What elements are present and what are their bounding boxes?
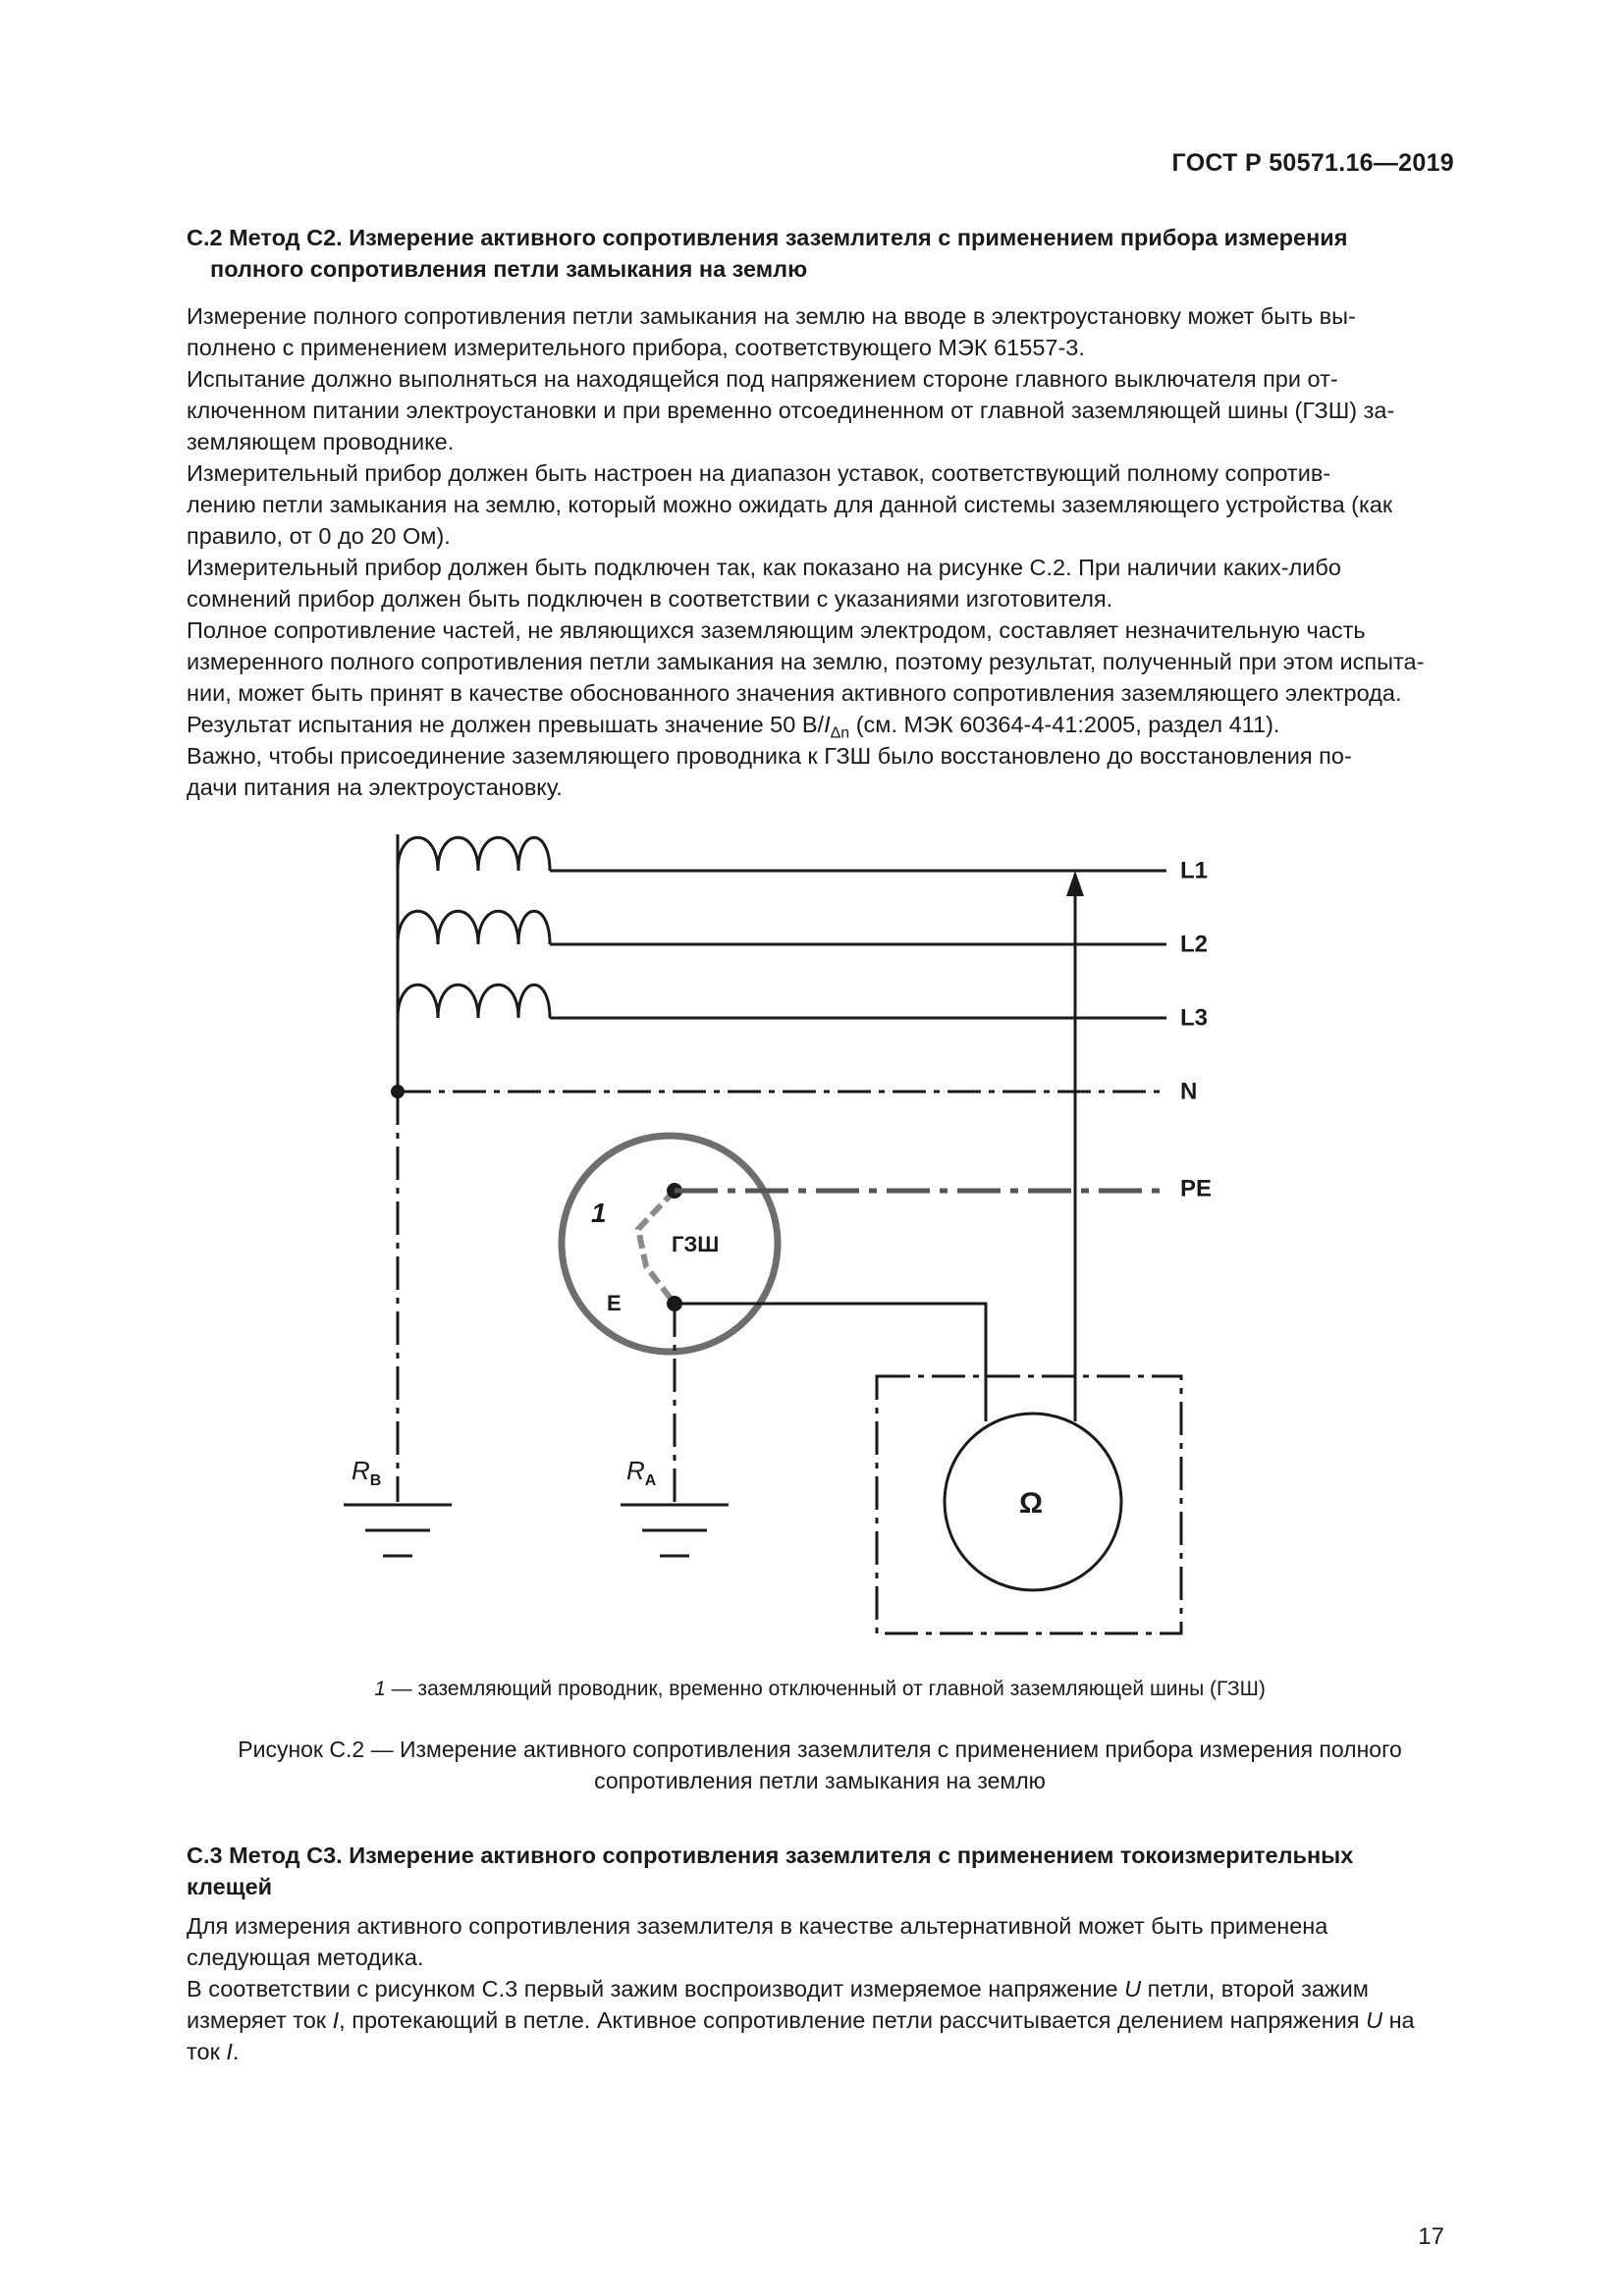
winding-l2 (398, 911, 550, 944)
star-point-node (391, 1085, 405, 1098)
rb-symbol: R (352, 1456, 370, 1485)
text-run: , протекающий в петле. Активное сопротивление петли рассчитывается делением напряжения (339, 2007, 1367, 2033)
text-run: измеряет ток (187, 2007, 333, 2033)
text-run: В соответствии с рисунком С.3 первый зажим воспроизводит измеряемое напряжение (187, 1976, 1125, 2002)
l1-arrow-head (1066, 871, 1084, 896)
paragraph (187, 1910, 1453, 1973)
winding-l3 (398, 985, 550, 1018)
figure-legend (187, 1675, 1453, 1704)
winding-l1 (398, 837, 550, 871)
busbar-ring (562, 1136, 778, 1352)
paragraph-line: ключенном питании электроустановки и при временно отсоединенном от главной заземляющей шины (ГЗШ) за- (187, 398, 1395, 423)
label-rb (352, 1456, 381, 1489)
caption-line: Рисунок С.2 — Измерение активного сопротивления заземлителя с применением прибора измерения полного (238, 1736, 1402, 1762)
ra-symbol: R (626, 1456, 645, 1485)
voltage-symbol: U (1124, 1976, 1142, 2002)
paragraph-line: Измерительный прибор должен быть подключен так, как показано на рисунке С.2. При наличии каких-либо (187, 555, 1341, 580)
voltage-symbol: U (1366, 2007, 1383, 2033)
result-pre: Результат испытания не должен превышать значение 50 В/ (187, 712, 825, 737)
paragraph (187, 1973, 1453, 2067)
result-post: (см. МЭК 60364-4-41:2005, раздел 411). (849, 712, 1280, 737)
e-to-instrument-line (675, 1304, 986, 1421)
paragraph-line: сомнений прибор должен быть подключен в соответствии с указаниями изготовителя. (187, 586, 1113, 612)
label-busbar: ГЗШ (672, 1232, 720, 1256)
label-ohm: Ω (1019, 1487, 1044, 1520)
text-run: ток (187, 2039, 227, 2064)
heading-line: С.3 Метод С3. Измерение активного сопротивления заземлителя с применением токоизмерительных (187, 1842, 1354, 1868)
paragraph-line: Для измерения активного сопротивления заземлителя в качестве альтернативной может быть применена (187, 1913, 1328, 1939)
figure-caption (187, 1734, 1453, 1796)
earth-symbol-rb (344, 1505, 452, 1556)
heading-line: С.2 Метод С2. Измерение активного сопротивления заземлителя с применением прибора измерения (187, 225, 1348, 250)
earth-symbol-ra (621, 1505, 729, 1556)
label-l2: L2 (1180, 931, 1209, 958)
heading-line: клещей (187, 1874, 273, 1899)
legend-number: 1 (374, 1678, 386, 1700)
label-l3: L3 (1180, 1004, 1209, 1032)
text-run: . (232, 2039, 240, 2064)
paragraph-line: Полное сопротивление частей, не являющихся заземляющим электродом, составляет незначительную часть (187, 617, 1366, 643)
text-run: петли, второй зажим (1141, 1976, 1369, 2002)
legend-text: — заземляющий проводник, временно отключенный от главной заземляющей шины (ГЗШ) (385, 1678, 1266, 1700)
earthing-conductor (638, 1191, 675, 1304)
paragraph-line: измеренного полного сопротивления петли замыкания на землю, поэтому результат, полученный при этом испыта- (187, 649, 1425, 674)
label-item-number: 1 (591, 1198, 607, 1228)
result-current-symbol: I (824, 712, 831, 737)
paragraph-line: дачи питания на электроустановку. (187, 774, 563, 800)
paragraph-line: нии, может быть принят в качестве обоснованного значения активного сопротивления заземляющего электрода. (187, 680, 1402, 706)
paragraph-line: земляющем проводнике. (187, 429, 455, 454)
caption-line: сопротивления петли замыкания на землю (594, 1768, 1046, 1793)
section-c3-heading (187, 1840, 1453, 1902)
paragraph-line: лению петли замыкания на землю, который можно ожидать для данной системы заземляющего устройства (как (187, 492, 1393, 517)
paragraph-line: полнено с применением измерительного прибора, соответствующего МЭК 61557-3. (187, 335, 1085, 360)
paragraph-line: Испытание должно выполняться на находящейся под напряжением стороне главного выключателя при от- (187, 366, 1338, 392)
paragraph-line: правило, от 0 до 20 Ом). (187, 523, 451, 549)
paragraph-line: следующая методика. (187, 1945, 424, 1970)
result-current-subscript: Δn (830, 724, 850, 742)
rb-subscript: B (369, 1472, 382, 1489)
current-symbol: I (332, 2007, 340, 2033)
page-number: 17 (1418, 2223, 1444, 2250)
current-symbol: I (226, 2039, 233, 2064)
label-pe: PE (1180, 1175, 1213, 1202)
label-ra (626, 1456, 657, 1489)
paragraph-line: Измерение полного сопротивления петли замыкания на землю на вводе в электроустановку может быть вы- (187, 303, 1356, 329)
ra-subscript: A (644, 1472, 657, 1489)
paragraph-line: Измерительный прибор должен быть настроен на диапазон уставок, соответствующий полному сопротив- (187, 460, 1331, 486)
text-run: на (1382, 2007, 1415, 2033)
heading-line: полного сопротивления петли замыкания на землю (210, 256, 808, 282)
label-n: N (1180, 1078, 1198, 1105)
paragraph-line: Важно, чтобы присоединение заземляющего проводника к ГЗШ было восстановлено до восстановления по- (187, 743, 1352, 769)
label-e: E (607, 1291, 622, 1315)
label-l1: L1 (1180, 857, 1209, 884)
document-header: ГОСТ Р 50571.16—2019 (1171, 149, 1454, 177)
transformer-windings (398, 834, 1166, 1092)
